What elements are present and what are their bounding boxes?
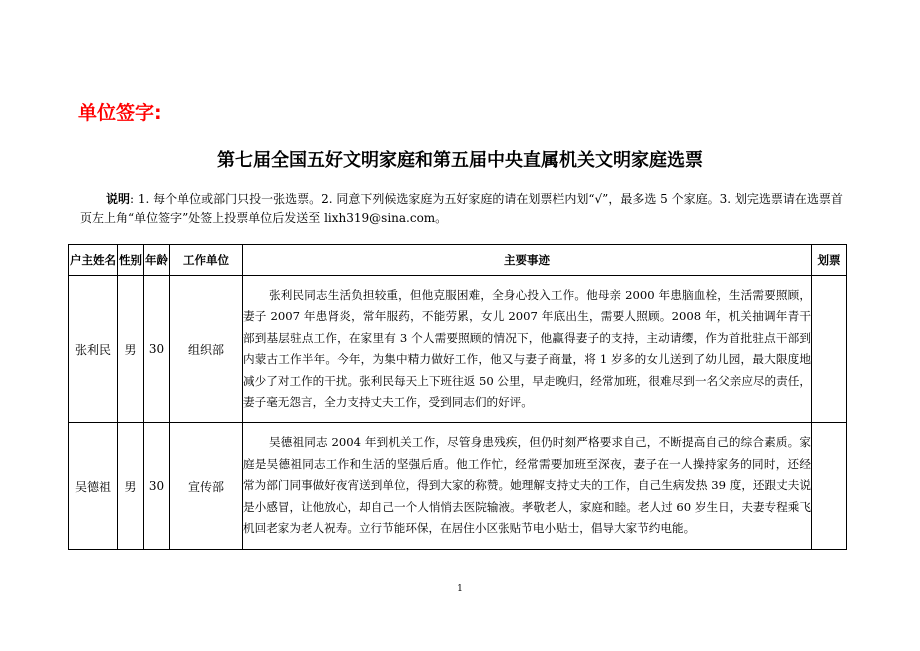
unit-signature-label: 单位签字:: [78, 102, 162, 124]
table-row: [69, 276, 847, 423]
header-work-unit: 工作单位: [170, 245, 243, 276]
table-row: [69, 423, 847, 550]
table-header-row: [69, 245, 847, 276]
header-main-deeds: 主要事迹: [243, 245, 812, 276]
instructions-label: 说明: [106, 192, 131, 206]
work-unit: 宣传部: [170, 423, 243, 550]
householder-name: 张利民: [69, 276, 118, 423]
header-gender: 性别: [118, 245, 144, 276]
work-unit: 组织部: [170, 276, 243, 423]
header-householder-name: 户主姓名: [69, 245, 118, 276]
vote-cell[interactable]: [812, 423, 847, 550]
gender: 男: [118, 276, 144, 423]
instructions-text: : 1. 每个单位或部门只投一张选票。2. 同意下列候选家庭为五好家庭的请在划票栏内划“√”，最多选 5 个家庭。3. 划完选票请在选票首页左上角“单位签字”处签上投票单位后发送至 lixh319@sina.com。: [80, 192, 843, 225]
age: 30: [144, 423, 170, 550]
householder-name: 吴德祖: [69, 423, 118, 550]
page-number: 1: [457, 584, 463, 594]
document-title: 第七届全国五好文明家庭和第五届中央直属机关文明家庭选票: [217, 150, 703, 171]
vote-cell[interactable]: [812, 276, 847, 423]
age: 30: [144, 276, 170, 423]
main-deeds: 张利民同志生活负担较重，但他克服困难，全身心投入工作。他母亲 2000 年患脑血栓，生活需要照顾，妻子 2007 年患肾炎，常年服药，不能劳累，女儿 2007 年底出生，需要人照顾。2008 年，机关抽调年青干部到基层驻点工作，在家里有 3 个人需要照顾的情况下，他赢得妻子的支持，主动请缨，作为首批驻点干部到内蒙古工作半年。今年，为集中精力做好工作，他又与妻子商量，将 1 岁多的女儿送到了幼儿园，最大限度地减少了对工作的干扰。张利民每天上下班往返 50 公里，早走晚归，经常加班，很难尽到一名父亲应尽的责任，妻子毫无怨言，全力支持丈夫工作，受到同志们的好评。: [243, 276, 812, 423]
main-deeds: 吴德祖同志 2004 年到机关工作，尽管身患残疾，但仍时刻严格要求自己，不断提高自己的综合素质。家庭是吴德祖同志工作和生活的坚强后盾。他工作忙，经常需要加班至深夜，妻子在一人操持家务的同时，还经常为部门同事做好夜宵送到单位，得到大家的称赞。她理解支持丈夫的工作，自己生病发热 39 度，还跟丈夫说是小感冒，让他放心，却自己一个人悄悄去医院输液。孝敬老人，家庭和睦。老人过 60 岁生日，夫妻专程乘飞机回老家为老人祝寿。立行节能环保，在居住小区张贴节电小贴士，倡导大家节约电能。: [243, 423, 812, 550]
instructions: [80, 190, 850, 228]
header-age: 年龄: [144, 245, 170, 276]
gender: 男: [118, 423, 144, 550]
ballot-table: [68, 244, 847, 550]
header-vote: 划票: [812, 245, 847, 276]
